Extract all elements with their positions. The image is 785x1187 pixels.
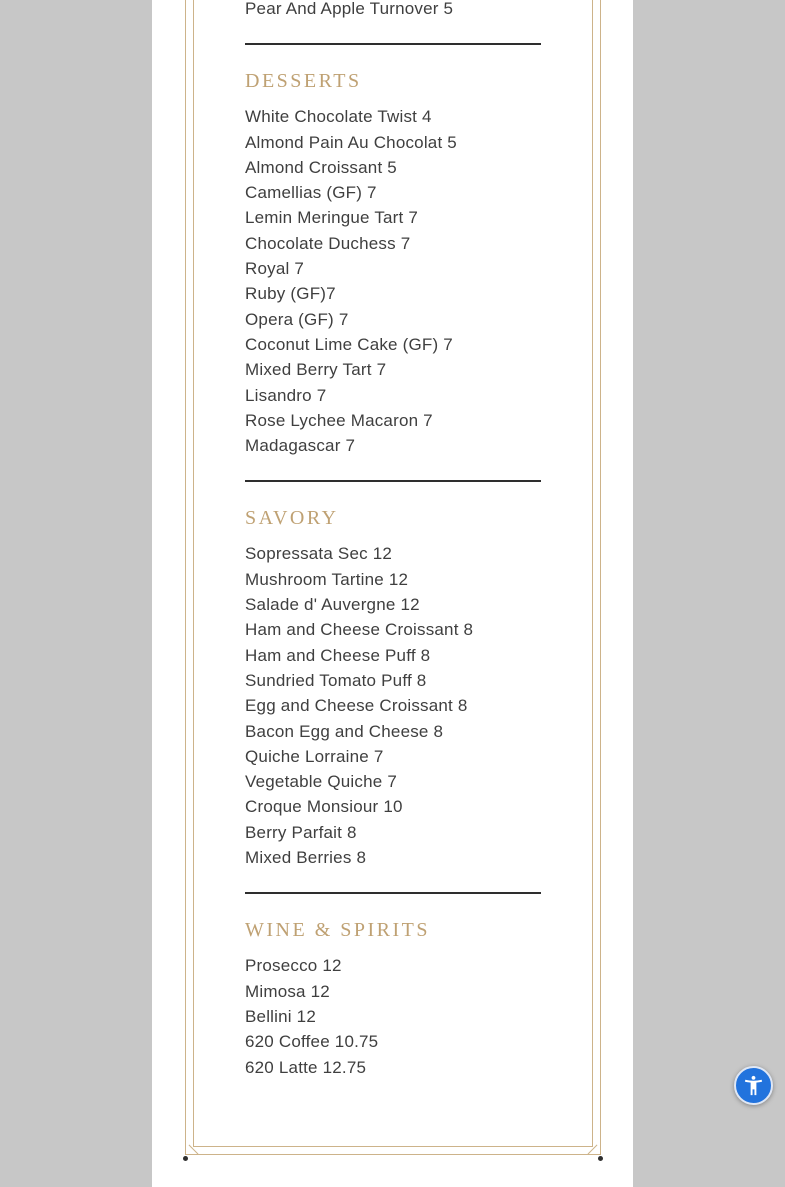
frame-corner-flourish (189, 1145, 199, 1155)
menu-item: Lisandro 7 (245, 385, 327, 405)
section-title: WINE & SPIRITS (245, 919, 430, 942)
menu-item: Almond Pain Au Chocolat 5 (245, 132, 457, 152)
menu-item: Ham and Cheese Croissant 8 (245, 620, 474, 640)
section-divider (245, 892, 541, 894)
menu-item: Royal 7 (245, 259, 305, 279)
menu-item: Sopressata Sec 12 (245, 544, 393, 564)
menu-page (152, 0, 633, 1187)
section-divider (245, 43, 541, 45)
menu-section (245, 43, 593, 458)
section-title: SAVORY (245, 507, 339, 530)
section-title: DESSERTS (245, 70, 362, 93)
section-divider (245, 480, 541, 482)
menu-item: Lemin Meringue Tart 7 (245, 208, 419, 228)
menu-item: Salade d' Auvergne 12 (245, 595, 420, 615)
menu-item: Mixed Berries 8 (245, 848, 367, 868)
menu-item: Mushroom Tartine 12 (245, 569, 409, 589)
menu-item: Croque Monsiour 10 (245, 797, 403, 817)
menu-item: 620 Latte 12.75 (245, 1057, 367, 1077)
menu-content (245, 0, 593, 1080)
menu-item: Rose Lychee Macaron 7 (245, 410, 433, 430)
menu-item: Bacon Egg and Cheese 8 (245, 721, 444, 741)
accessibility-person-icon (742, 1074, 765, 1097)
menu-item: 620 Coffee 10.75 (245, 1032, 379, 1052)
frame-corner-flourish (588, 1145, 598, 1155)
menu-item: Prosecco 12 (245, 956, 342, 976)
menu-item: Camellias (GF) 7 (245, 183, 377, 203)
section-items (245, 953, 593, 1079)
menu-item: Quiche Lorraine 7 (245, 746, 384, 766)
section-items (245, 541, 593, 870)
menu-item: Madagascar 7 (245, 436, 356, 456)
menu-item: Ham and Cheese Puff 8 (245, 645, 431, 665)
menu-section (245, 892, 593, 1079)
menu-item: Opera (GF) 7 (245, 309, 349, 329)
menu-sections (245, 43, 593, 1080)
section-items (245, 104, 593, 458)
menu-item: Mimosa 12 (245, 981, 330, 1001)
frame-corner-dot (183, 1156, 188, 1161)
frame-corner-dot (598, 1156, 603, 1161)
menu-item: Coconut Lime Cake (GF) 7 (245, 334, 453, 354)
menu-item: Ruby (GF)7 (245, 284, 336, 304)
menu-item: Egg and Cheese Croissant 8 (245, 696, 468, 716)
menu-item: Berry Parfait 8 (245, 822, 357, 842)
menu-item: Almond Croissant 5 (245, 157, 397, 177)
menu-item: Mixed Berry Tart 7 (245, 360, 387, 380)
menu-item: Sundried Tomato Puff 8 (245, 670, 427, 690)
menu-item: White Chocolate Twist 4 (245, 107, 432, 127)
menu-item: Bellini 12 (245, 1006, 316, 1026)
menu-item: Vegetable Quiche 7 (245, 772, 397, 792)
menu-item: Chocolate Duchess 7 (245, 233, 411, 253)
menu-section (245, 480, 593, 870)
menu-item: Pear And Apple Turnover 5 (245, 0, 454, 18)
accessibility-widget-button[interactable] (734, 1066, 773, 1105)
